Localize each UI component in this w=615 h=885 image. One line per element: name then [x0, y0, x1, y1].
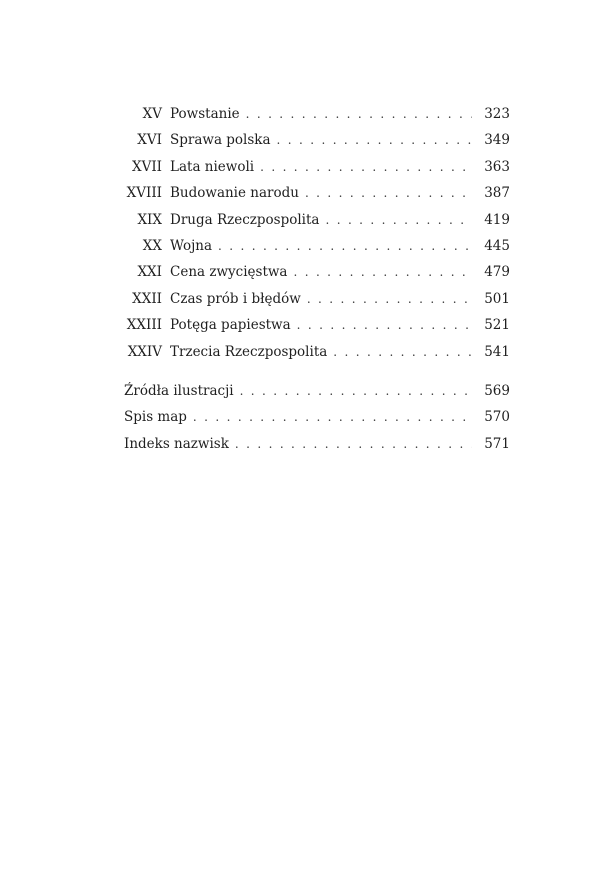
- page-number: 479: [484, 264, 510, 281]
- page-number: 569: [484, 382, 510, 399]
- chapter-numeral: XXII: [132, 290, 162, 307]
- page-number: 541: [484, 343, 510, 360]
- chapter-title: Potęga papiestwa: [170, 315, 295, 335]
- dot-leader: [323, 210, 472, 230]
- chapter-title: Budowanie narodu: [170, 183, 303, 203]
- toc-title-line: [124, 381, 510, 401]
- page-number: 349: [484, 132, 510, 149]
- toc-title-line: [124, 434, 510, 454]
- toc-entry-chapter: [122, 104, 510, 130]
- toc-title-line: [170, 315, 510, 335]
- page-number: 419: [484, 211, 510, 228]
- toc-entry-chapter: [122, 262, 510, 288]
- chapter-title: Czas prób i błędów: [170, 289, 305, 309]
- page-number: 521: [484, 317, 510, 334]
- table-of-contents: [122, 104, 510, 460]
- appendix-title: Indeks nazwisk: [124, 434, 233, 454]
- dot-leader: [216, 236, 472, 256]
- page-number: 501: [484, 290, 510, 307]
- chapter-numeral: XIX: [137, 211, 162, 228]
- toc-entry-chapter: [122, 315, 510, 341]
- chapter-numeral: XX: [142, 237, 162, 254]
- dot-leader: [191, 407, 472, 427]
- dot-leader: [258, 157, 472, 177]
- chapter-title: Cena zwycięstwa: [170, 262, 291, 282]
- toc-entry-appendix: [122, 407, 510, 433]
- chapter-title: Wojna: [170, 236, 216, 256]
- toc-title-line: [124, 407, 510, 427]
- toc-entry-chapter: [122, 183, 510, 209]
- dot-leader: [331, 342, 472, 362]
- section-spacer: [122, 368, 510, 381]
- page-number: 445: [484, 237, 510, 254]
- dot-leader: [238, 381, 472, 401]
- toc-title-line: [170, 183, 510, 203]
- page-number: 571: [484, 435, 510, 452]
- toc-entry-chapter: [122, 289, 510, 315]
- toc-title-line: [170, 210, 510, 230]
- chapter-title: Sprawa polska: [170, 130, 275, 150]
- toc-title-line: [170, 289, 510, 309]
- dot-leader: [291, 262, 472, 282]
- toc-entry-chapter: [122, 210, 510, 236]
- toc-entry-appendix: [122, 434, 510, 460]
- toc-title-line: [170, 130, 510, 150]
- chapter-numeral: XV: [142, 106, 162, 122]
- chapter-title: Lata niewoli: [170, 157, 258, 177]
- chapter-numeral: XXIV: [127, 343, 162, 360]
- dot-leader: [275, 130, 472, 150]
- chapter-title: Trzecia Rzeczpospolita: [170, 342, 331, 362]
- toc-entry-chapter: [122, 157, 510, 183]
- dot-leader: [233, 434, 472, 454]
- page-number: 323: [484, 106, 510, 122]
- toc-title-line: [170, 157, 510, 177]
- page-number: 570: [484, 409, 510, 426]
- page-number: 387: [484, 185, 510, 202]
- chapter-numeral: XXI: [137, 264, 162, 281]
- page-number: 363: [484, 158, 510, 175]
- dot-leader: [295, 315, 472, 335]
- toc-entry-chapter: [122, 130, 510, 156]
- chapter-numeral: XXIII: [126, 317, 162, 334]
- dot-leader: [303, 183, 472, 203]
- appendix-title: Spis map: [124, 407, 191, 427]
- toc-title-line: [170, 262, 510, 282]
- chapter-title: Powstanie: [170, 104, 244, 124]
- toc-title-line: [170, 104, 510, 124]
- dot-leader: [305, 289, 472, 309]
- chapter-numeral: XVII: [131, 158, 162, 175]
- appendix-title: Źródła ilustracji: [124, 381, 238, 401]
- toc-entry-appendix: [122, 381, 510, 407]
- toc-entry-chapter: [122, 236, 510, 262]
- dot-leader: [244, 104, 472, 124]
- chapter-title: Druga Rzeczpospolita: [170, 210, 323, 230]
- toc-entry-chapter: [122, 342, 510, 368]
- chapter-numeral: XVI: [137, 132, 162, 149]
- toc-title-line: [170, 236, 510, 256]
- chapter-numeral: XVIII: [126, 185, 162, 202]
- toc-title-line: [170, 342, 510, 362]
